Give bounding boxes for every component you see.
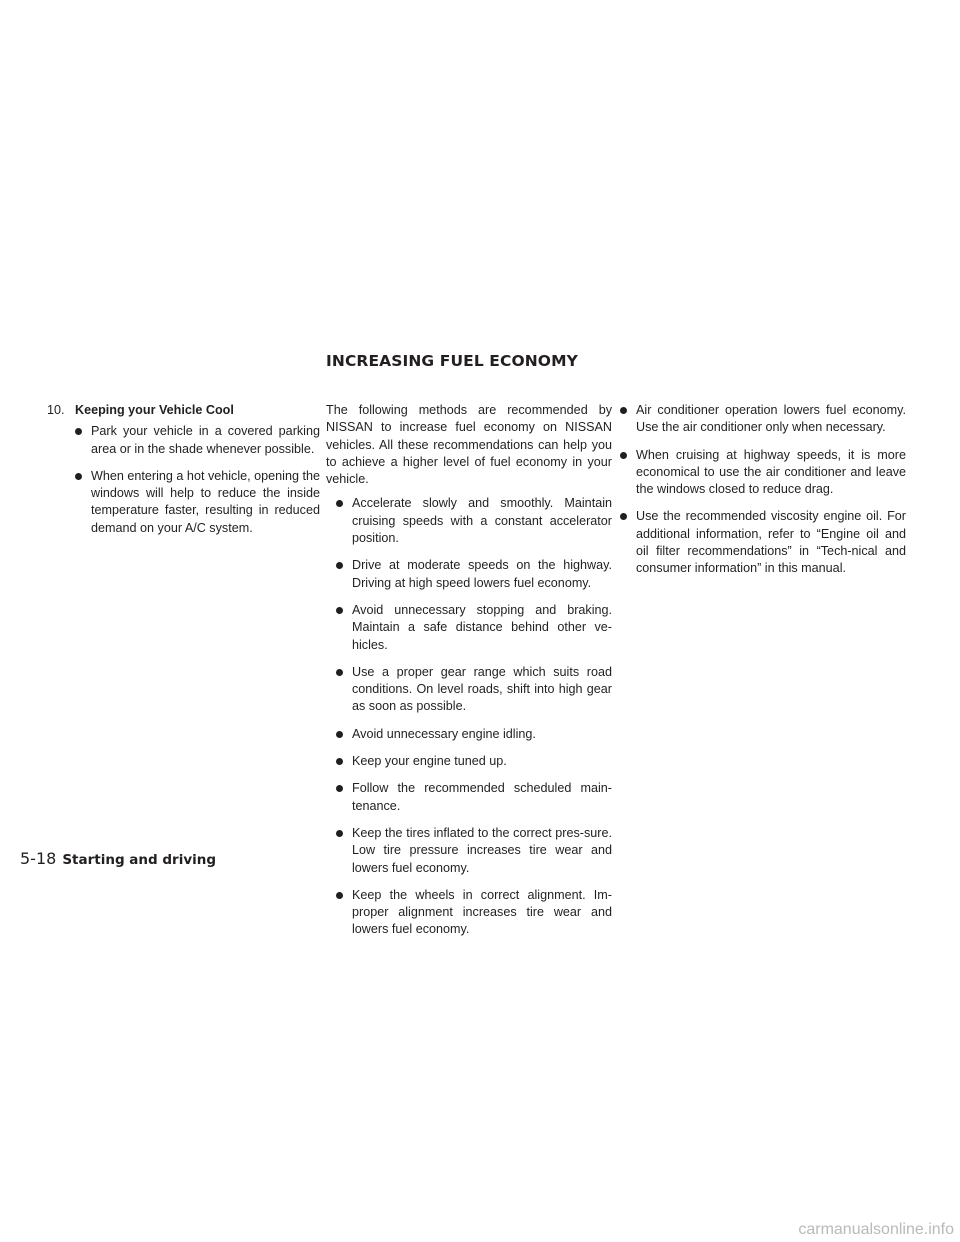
list-item: Park your vehicle in a covered parking area or in the shade whenever possible. [75, 423, 320, 458]
list-item: Keep the tires inflated to the correct pres-sure. Low tire pressure increases tire wear and lowers fuel economy. [336, 825, 612, 877]
bullet-icon [336, 562, 343, 569]
column-3 [620, 402, 906, 588]
list-item: Use the recommended viscosity engine oil. For additional information, refer to “Engine oil and oil filter recommendations” in “Tech-nical and consumer information” in this manual. [620, 508, 906, 577]
bullet-icon [336, 785, 343, 792]
page-number: 5-18 [20, 849, 57, 868]
column-2 [326, 402, 612, 949]
intro-paragraph: The following methods are recommended by NISSAN to increase fuel economy on NISSAN vehicles. All these recommendations can help you to achieve a higher level of fuel economy in your vehicle. [326, 403, 612, 487]
list-item: Avoid unnecessary engine idling. [336, 726, 612, 743]
bullet-icon [336, 892, 343, 899]
footer-section-name: Starting and driving [62, 852, 217, 868]
watermark-link[interactable]: carmanualsonline.info [798, 1221, 954, 1238]
bullet-icon [336, 669, 343, 676]
list-item: Follow the recommended scheduled main-tenance. [336, 780, 612, 815]
section-title: INCREASING FUEL ECONOMY [326, 352, 578, 370]
list-item: When cruising at highway speeds, it is more economical to use the air conditioner and leave the windows closed to reduce drag. [620, 447, 906, 499]
list-item: Drive at moderate speeds on the highway. Driving at high speed lowers fuel economy. [336, 557, 612, 592]
bullet-icon [336, 607, 343, 614]
list-item: Air conditioner operation lowers fuel economy. Use the air conditioner only when necessary. [620, 402, 906, 437]
numbered-item [47, 402, 320, 419]
list-item: When entering a hot vehicle, opening the windows will help to reduce the inside temperature faster, resulting in reduced demand on your A/C system. [75, 468, 320, 537]
bullet-icon [336, 830, 343, 837]
bullet-icon [336, 758, 343, 765]
item-title: Keeping your Vehicle Cool [75, 403, 234, 417]
bullet-icon [336, 500, 343, 507]
item-number: 10. [47, 403, 65, 417]
bullet-list [47, 423, 320, 537]
bullet-icon [75, 428, 82, 435]
bullet-icon [620, 407, 627, 414]
list-item: Keep your engine tuned up. [336, 753, 612, 770]
bullet-list [620, 402, 906, 578]
column-1 [47, 402, 320, 547]
bullet-list [326, 495, 612, 938]
list-item: Avoid unnecessary stopping and braking. Maintain a safe distance behind other ve-hicles. [336, 602, 612, 654]
list-item: Use a proper gear range which suits road conditions. On level roads, shift into high gear as soon as possible. [336, 664, 612, 716]
list-item: Keep the wheels in correct alignment. Im-proper alignment increases tire wear and lowers fuel economy. [336, 887, 612, 939]
bullet-icon [620, 452, 627, 459]
bullet-icon [620, 513, 627, 520]
list-item: Accelerate slowly and smoothly. Maintain cruising speeds with a constant accelerator position. [336, 495, 612, 547]
bullet-icon [336, 731, 343, 738]
bullet-icon [75, 473, 82, 480]
page-footer [20, 849, 216, 869]
